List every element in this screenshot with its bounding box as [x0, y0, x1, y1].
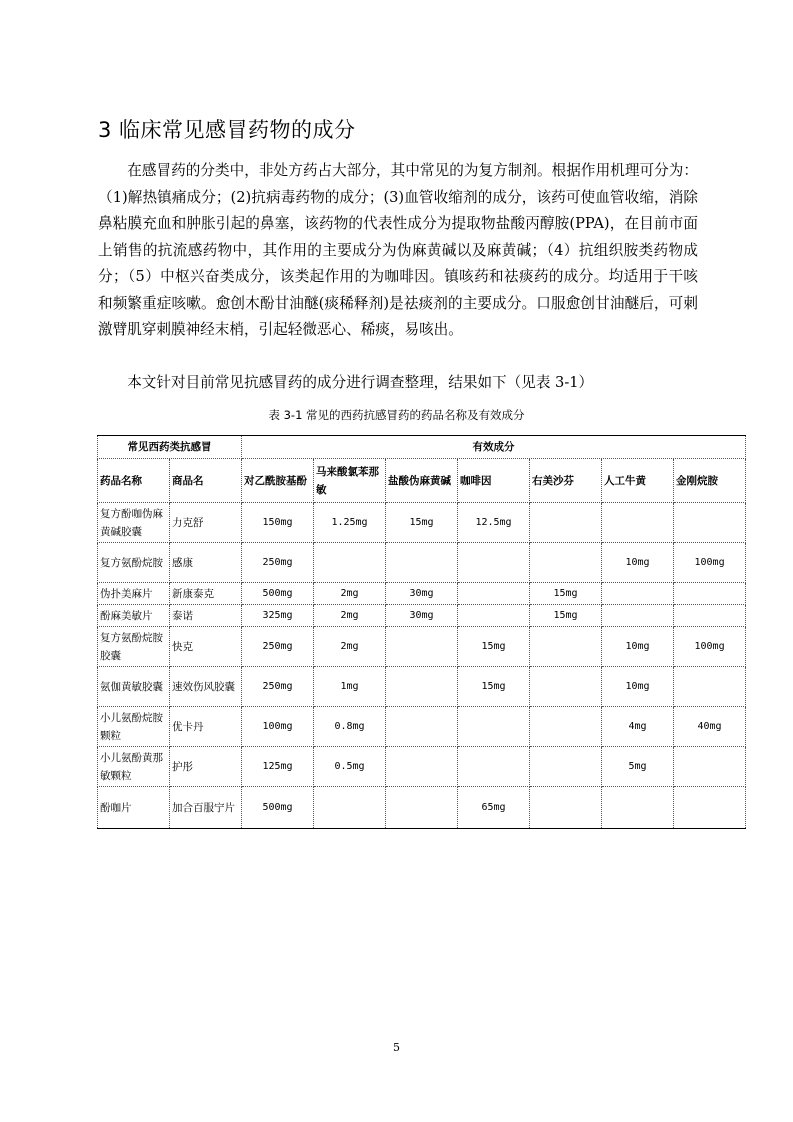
column-header: 金刚烷胺	[674, 459, 746, 503]
dose-cell: 2mg	[314, 605, 386, 627]
dose-cell: 10mg	[602, 667, 674, 707]
brand-name-cell: 加合百服宁片	[170, 787, 242, 829]
section-heading: 3 临床常见感冒药物的成分	[98, 118, 356, 142]
drug-name-cell: 小儿氨酚烷胺颗粒	[98, 707, 170, 747]
drug-name-cell: 氨伽黄敏胶囊	[98, 667, 170, 707]
dose-cell	[674, 787, 746, 829]
brand-name-cell: 优卡丹	[170, 707, 242, 747]
dose-cell	[386, 543, 458, 583]
table-row	[98, 747, 746, 787]
dose-cell	[458, 747, 530, 787]
table-row	[98, 583, 746, 605]
table-column-header-row	[98, 459, 746, 503]
dose-cell	[674, 747, 746, 787]
dose-cell	[602, 583, 674, 605]
column-header: 盐酸伪麻黄碱	[386, 459, 458, 503]
dose-cell: 15mg	[530, 605, 602, 627]
brand-name-cell: 新康泰克	[170, 583, 242, 605]
dose-cell	[530, 707, 602, 747]
drug-name-cell: 小儿氨酚黄那敏颗粒	[98, 747, 170, 787]
table-row	[98, 787, 746, 829]
dose-cell	[530, 667, 602, 707]
dose-cell	[386, 627, 458, 667]
dose-cell: 40mg	[674, 707, 746, 747]
dose-cell	[674, 605, 746, 627]
dose-cell: 4mg	[602, 707, 674, 747]
dose-cell: 250mg	[242, 543, 314, 583]
column-header: 人工牛黄	[602, 459, 674, 503]
brand-name-cell: 力克舒	[170, 503, 242, 543]
brand-name-cell: 速效伤风胶囊	[170, 667, 242, 707]
dose-cell	[530, 543, 602, 583]
table-caption: 表 3-1 常见的西药抗感冒药的药品名称及有效成分	[268, 408, 525, 422]
dose-cell	[386, 747, 458, 787]
table-row	[98, 605, 746, 627]
dose-cell: 100mg	[242, 707, 314, 747]
group-header-right: 有效成分	[242, 436, 746, 459]
dose-cell: 15mg	[386, 503, 458, 543]
column-header: 咖啡因	[458, 459, 530, 503]
brand-name-cell: 感康	[170, 543, 242, 583]
dose-cell	[458, 605, 530, 627]
dose-cell: 125mg	[242, 747, 314, 787]
dose-cell: 0.8mg	[314, 707, 386, 747]
table-row	[98, 503, 746, 543]
group-header-left: 常见西药类抗感冒	[98, 436, 242, 459]
dose-cell: 10mg	[602, 543, 674, 583]
dose-cell: 1mg	[314, 667, 386, 707]
table-row	[98, 627, 746, 667]
dose-cell: 10mg	[602, 627, 674, 667]
dose-cell: 65mg	[458, 787, 530, 829]
column-header: 商品名	[170, 459, 242, 503]
dose-cell: 250mg	[242, 627, 314, 667]
column-header: 对乙酰胺基酚	[242, 459, 314, 503]
dose-cell: 2mg	[314, 627, 386, 667]
dose-cell	[530, 787, 602, 829]
dose-cell: 500mg	[242, 787, 314, 829]
drug-name-cell: 酚咖片	[98, 787, 170, 829]
dose-cell	[530, 747, 602, 787]
dose-cell	[386, 787, 458, 829]
dose-cell: 15mg	[458, 667, 530, 707]
table-group-header-row	[98, 436, 746, 459]
table-row	[98, 543, 746, 583]
dose-cell: 325mg	[242, 605, 314, 627]
dose-cell	[602, 787, 674, 829]
dose-cell: 1.25mg	[314, 503, 386, 543]
dose-cell: 250mg	[242, 667, 314, 707]
dose-cell	[458, 707, 530, 747]
survey-paragraph: 本文针对目前常见抗感冒药的成分进行调查整理，结果如下（见表 3-1）	[127, 374, 594, 391]
dose-cell	[386, 707, 458, 747]
page-number: 5	[393, 1041, 400, 1054]
dose-cell: 150mg	[242, 503, 314, 543]
column-header: 右美沙芬	[530, 459, 602, 503]
dose-cell	[674, 667, 746, 707]
dose-cell: 100mg	[674, 543, 746, 583]
dose-cell	[530, 503, 602, 543]
column-header: 药品名称	[98, 459, 170, 503]
dose-cell: 5mg	[602, 747, 674, 787]
dose-cell	[458, 543, 530, 583]
dose-cell: 500mg	[242, 583, 314, 605]
dose-cell: 12.5mg	[458, 503, 530, 543]
brand-name-cell: 快克	[170, 627, 242, 667]
dose-cell	[530, 627, 602, 667]
table-row	[98, 667, 746, 707]
drug-name-cell: 酚麻美敏片	[98, 605, 170, 627]
drug-ingredient-table	[97, 435, 746, 829]
intro-paragraph: 在感冒药的分类中，非处方药占大部分，其中常见的为复方制剂。根据作用机理可分为：（1)解热镇痛成分；(2)抗病毒药物的成分；(3)血管收缩剂的成分，该药可使血管收缩，消除鼻粘膜充血和肿胀引起的鼻塞，该药物的代表性成分为提取物盐酸丙醇胺(PPA)，在目前市面上销售的抗流感药物中，其作用的主要成分为伪麻黄碱以及麻黄碱；（4）抗组织胺类药物成分；（5）中枢兴奋类成分，该类起作用的为咖啡因。镇咳药和祛痰药的成分。均适用于干咳和频繁重症咳嗽。愈创木酚甘油醚(痰稀释剂)是祛痰剂的主要成分。口服愈创甘油醚后，可刺激臂肌穿刺膜神经末梢，引起轻微恶心、稀痰，易咳出。	[98, 162, 698, 338]
brand-name-cell: 护彤	[170, 747, 242, 787]
dose-cell: 2mg	[314, 583, 386, 605]
drug-name-cell: 复方氨酚烷胺	[98, 543, 170, 583]
dose-cell	[458, 583, 530, 605]
dose-cell: 100mg	[674, 627, 746, 667]
dose-cell: 0.5mg	[314, 747, 386, 787]
column-header: 马来酸氯苯那敏	[314, 459, 386, 503]
drug-name-cell: 复方酚咖伪麻黄碱胶囊	[98, 503, 170, 543]
dose-cell	[674, 583, 746, 605]
dose-cell	[314, 787, 386, 829]
dose-cell	[314, 543, 386, 583]
dose-cell: 30mg	[386, 583, 458, 605]
drug-name-cell: 伪扑美麻片	[98, 583, 170, 605]
dose-cell	[386, 667, 458, 707]
dose-cell	[602, 605, 674, 627]
table-row	[98, 707, 746, 747]
dose-cell: 15mg	[530, 583, 602, 605]
dose-cell	[602, 503, 674, 543]
dose-cell: 30mg	[386, 605, 458, 627]
drug-name-cell: 复方氨酚烷胺胶囊	[98, 627, 170, 667]
dose-cell	[674, 503, 746, 543]
brand-name-cell: 泰诺	[170, 605, 242, 627]
dose-cell: 15mg	[458, 627, 530, 667]
